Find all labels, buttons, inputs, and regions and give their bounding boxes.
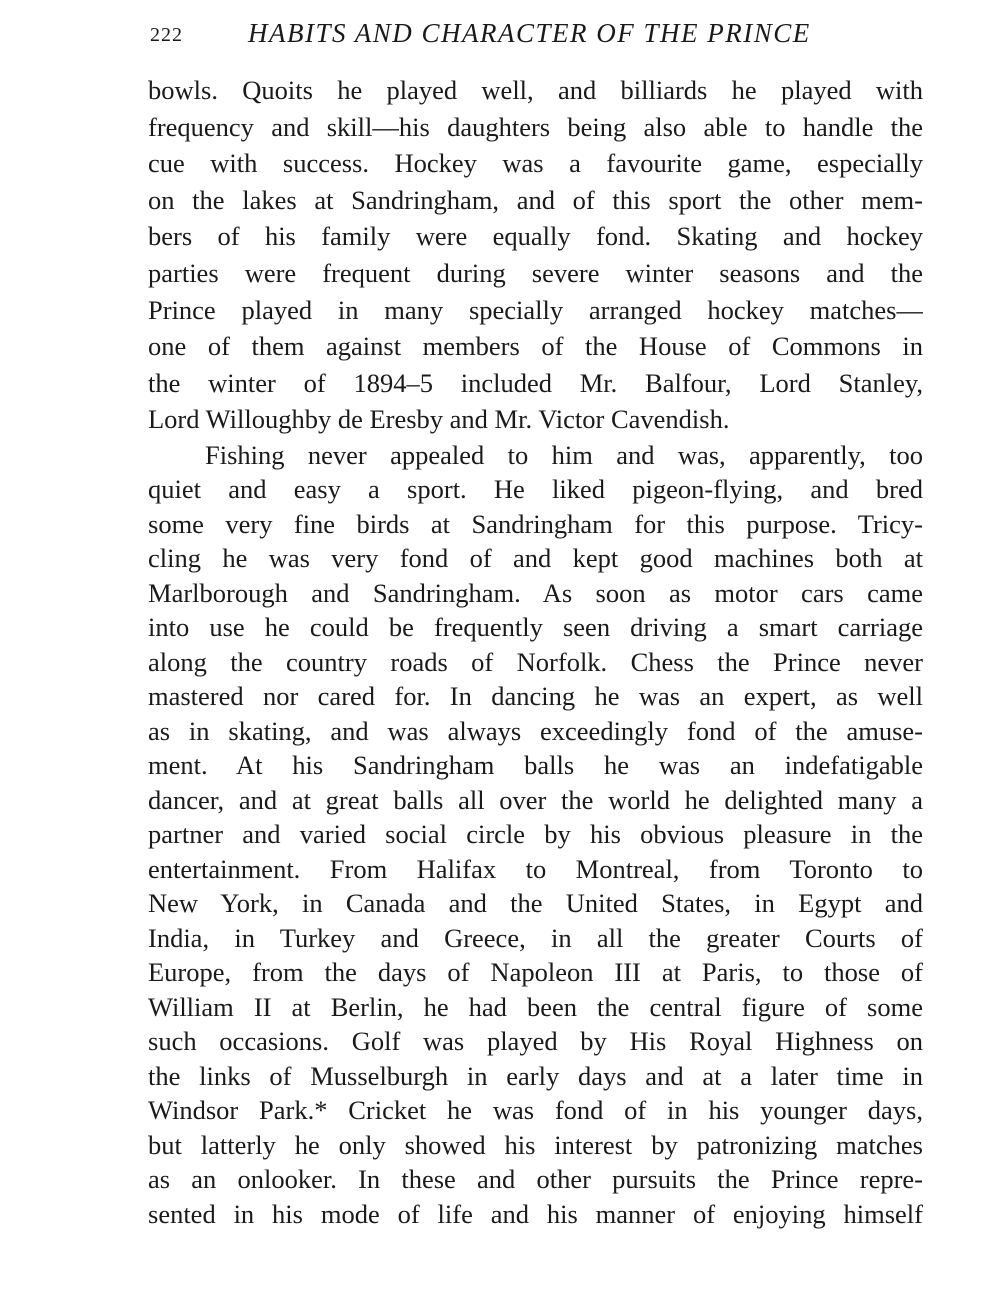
- running-title: HABITS AND CHARACTER OF THE PRINCE: [248, 18, 811, 48]
- text-line: Windsor Park.* Cricket he was fond of in his younger days,: [148, 1095, 923, 1126]
- text-line: Fishing never appealed to him and was, apparently, too: [205, 439, 923, 470]
- page-number: 222: [150, 24, 183, 46]
- text-line: parties were frequent during severe winter seasons and the: [148, 257, 923, 288]
- text-line: cue with success. Hockey was a favourite game, especially: [148, 148, 923, 179]
- text-line: some very fine birds at Sandringham for this purpose. Tricy-: [148, 508, 923, 539]
- text-line: entertainment. From Halifax to Montreal, from Toronto to: [148, 853, 923, 884]
- text-line: cling he was very fond of and kept good machines both at: [148, 543, 923, 574]
- text-line: bers of his family were equally fond. Skating and hockey: [148, 221, 923, 252]
- text-line: sented in his mode of life and his manner of enjoying himself: [148, 1198, 923, 1229]
- text-line: as in skating, and was always exceedingly fond of the amuse-: [148, 715, 923, 746]
- text-line: bowls. Quoits he played well, and billiards he played with: [148, 75, 923, 105]
- paragraph-2: [148, 438, 923, 1232]
- text-line: William II at Berlin, he had been the central figure of some: [148, 991, 923, 1022]
- text-line: Marlborough and Sandringham. As soon as motor cars came: [148, 577, 923, 608]
- text-line: the winter of 1894–5 included Mr. Balfour, Lord Stanley,: [148, 367, 923, 398]
- text-line: New York, in Canada and the United States, in Egypt and: [148, 888, 923, 919]
- text-line: quiet and easy a sport. He liked pigeon-flying, and bred: [148, 474, 923, 505]
- text-line: such occasions. Golf was played by His Royal Highness on: [148, 1026, 923, 1057]
- body-text: [148, 72, 923, 1231]
- text-line: mastered nor cared for. In dancing he was an expert, as well: [148, 681, 923, 712]
- text-line: Europe, from the days of Napoleon III at Paris, to those of: [148, 957, 923, 988]
- text-line: Lord Willoughby de Eresby and Mr. Victor Cavendish.: [148, 404, 730, 435]
- text-line: one of them against members of the House of Commons in: [148, 331, 923, 362]
- text-line: India, in Turkey and Greece, in all the greater Courts of: [148, 922, 923, 953]
- text-line: on the lakes at Sandringham, and of this sport the other mem-: [148, 184, 923, 215]
- text-line: as an onlooker. In these and other pursuits the Prince repre-: [148, 1164, 923, 1195]
- running-header: [150, 18, 930, 54]
- text-line: partner and varied social circle by his obvious pleasure in the: [148, 819, 923, 850]
- text-line: but latterly he only showed his interest by patronizing matches: [148, 1129, 923, 1160]
- text-line: ment. At his Sandringham balls he was an indefatigable: [148, 750, 923, 781]
- text-line: the links of Musselburgh in early days and at a later time in: [148, 1060, 923, 1091]
- text-line: dancer, and at great balls all over the world he delighted many a: [148, 784, 923, 815]
- text-line: into use he could be frequently seen driving a smart carriage: [148, 612, 923, 643]
- paragraph-1: [148, 72, 923, 438]
- text-line: Prince played in many specially arranged hockey matches—: [148, 294, 923, 325]
- text-line: along the country roads of Norfolk. Chess the Prince never: [148, 646, 923, 677]
- text-line: frequency and skill—his daughters being also able to handle the: [148, 111, 923, 142]
